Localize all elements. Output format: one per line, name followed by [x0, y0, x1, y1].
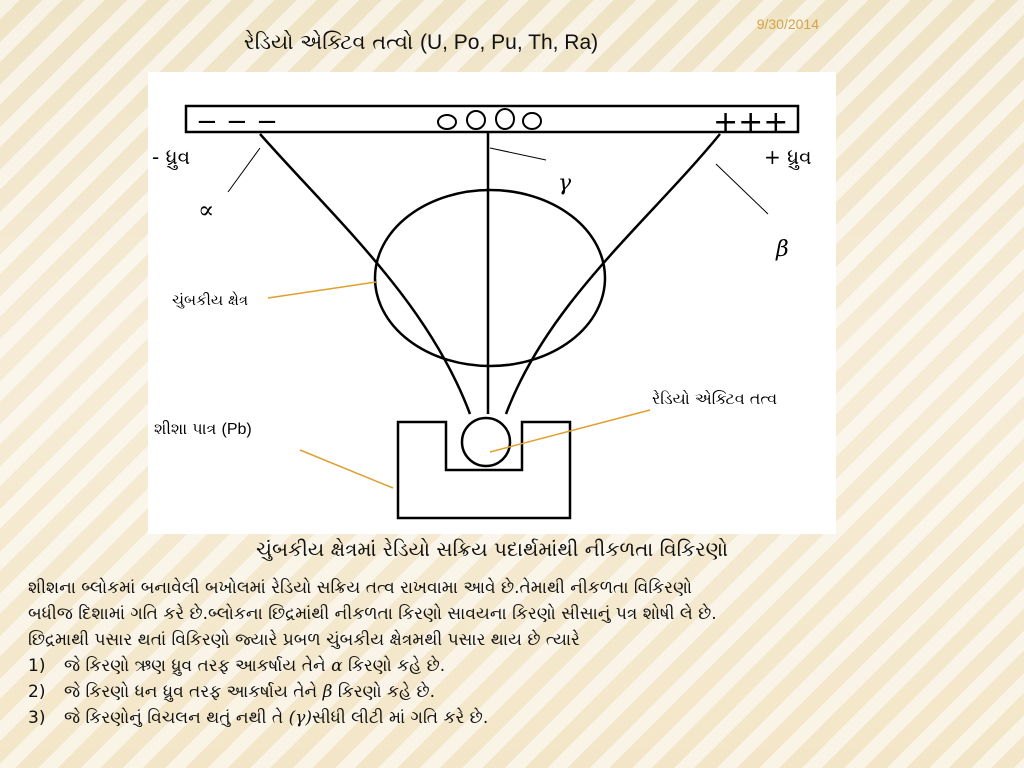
- list-text: કિરણો કહે છે.: [342, 656, 446, 676]
- paragraph-line: બધીજ દિશામાં ગતિ કરે છે.બ્લોકના છિદ્રમાંથી નીકળતા કિરણો સાવયના કિરણો સીસાનું પત્ર શોષી લે છે.: [28, 604, 717, 624]
- lead-pointer-line: [300, 450, 393, 488]
- gamma-label: γ: [558, 171, 572, 196]
- list-text: કિરણો કહે છે.: [332, 682, 436, 702]
- beta-symbol: β: [322, 682, 333, 702]
- magnetic-field-label: ચુંબકીય ક્ષેત્ર: [172, 291, 249, 309]
- list-text: જે કિરણો ઋણ ધ્રુવ તરફ આકર્ષાય તેને: [64, 656, 332, 676]
- slide-date: 9/30/2014: [756, 16, 819, 32]
- beta-pointer-line: [716, 164, 768, 214]
- positive-pole-label: + ધ્રુવ: [764, 145, 812, 169]
- list-item: [28, 705, 998, 731]
- paragraph-line: છિદ્રમાથી પસાર થતાં વિકિરણો જ્યારે પ્રબળ ચુંબકીય ક્ષેત્રમથી પસાર થાય છે ત્યારે: [28, 630, 580, 650]
- radiation-diagram: [148, 72, 836, 534]
- negative-marks: − − −: [196, 107, 278, 137]
- alpha-label: ∝: [198, 196, 215, 224]
- title-elements: (U, Po, Pu, Th, Ra): [419, 31, 599, 54]
- alpha-ray-path: [260, 134, 470, 414]
- lead-container-label-text: [154, 419, 252, 438]
- magnetic-field-circle: [375, 190, 605, 366]
- list-number: 1): [28, 656, 46, 676]
- radioactive-element-label: રેડિયો એક્ટિવ તત્વ: [652, 389, 778, 408]
- positive-marks: +++: [713, 105, 789, 140]
- diagram-caption: ચુંબકીય ક્ષેત્રમાં રેડિયો સક્રિય પદાર્થમાંથી નીકળતા વિકિરણો: [255, 537, 729, 561]
- list-text: જે કિરણો ધન ધ્રુવ તરફ આકર્ષાય તેને: [64, 682, 323, 702]
- list-number: 2): [28, 682, 46, 702]
- paragraph-line: શીશના બ્લોકમાં બનાવેલી બખોલમાં રેડિયો સક્રિય તત્વ રાખવામા આવે છે.તેમાથી નીકળતા વિકિરણો: [28, 578, 693, 598]
- alpha-symbol: α: [331, 656, 343, 676]
- lead-container-label: શીશા પાત્ર: [154, 419, 217, 438]
- beta-label: β: [776, 237, 789, 262]
- radioactive-source: [462, 418, 510, 466]
- lead-symbol: (Pb): [221, 421, 252, 438]
- list-item: [28, 653, 998, 679]
- list-text: સીધી લીટી માં ગતિ કરે છે.: [312, 708, 489, 728]
- slide-title: [0, 30, 842, 55]
- diagram-panel: [148, 72, 836, 534]
- gamma-pointer-line: [490, 148, 546, 160]
- gamma-symbol: (γ): [288, 708, 313, 728]
- list-number: 3): [28, 708, 46, 728]
- alpha-pointer-line: [228, 148, 260, 192]
- list-item: [28, 679, 998, 705]
- title-text: રેડિયો એક્ટિવ તત્વો: [243, 30, 414, 54]
- magnetic-field-pointer-line: [268, 282, 376, 298]
- list-text: જે કિરણોનું વિચલન થતું નથી તે: [64, 708, 289, 728]
- negative-pole-label: - ધ્રુવ: [152, 145, 191, 169]
- explanation-text: [28, 575, 998, 731]
- beta-ray-path: [506, 134, 720, 414]
